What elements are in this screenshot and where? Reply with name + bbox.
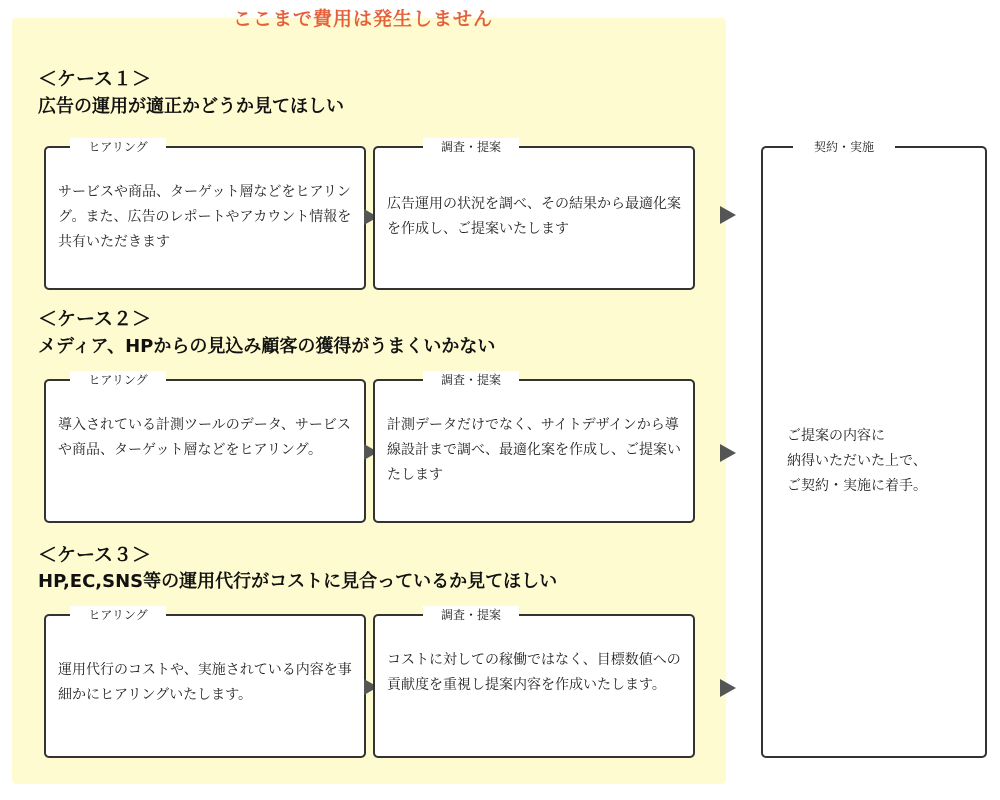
case-1-arrow-2 <box>720 206 736 224</box>
case-2-tag: ＜ケース２＞ <box>38 308 152 330</box>
case-3-arrow-2 <box>720 679 736 697</box>
case-3-research-box <box>373 608 695 758</box>
no-cost-note: ここまで費用は発生しません <box>232 8 493 30</box>
case-3-hearing-text: 運用代行のコストや、実施されている内容を事細かにヒアリングいたします。 <box>58 662 352 703</box>
case-1-tag: ＜ケース１＞ <box>38 68 152 90</box>
contract-label: 契約・実施 <box>793 138 895 156</box>
contract-box <box>761 140 987 758</box>
case-2-research-box <box>373 373 695 523</box>
case-3-research-text: コストに対しての稼働ではなく、目標数値への貢献度を重視し提案内容を作成いたします。 <box>387 652 681 693</box>
case-2-arrow-2 <box>720 444 736 462</box>
case-3-title: HP,EC,SNS等の運用代行がコストに見合っているか見てほしい <box>38 571 558 592</box>
case-2-research-text: 計測データだけでなく、サイトデザインから導線設計まで調べ、最適化案を作成し、ご提案いたします <box>387 417 681 483</box>
case-3-research-label: 調査・提案 <box>423 606 519 624</box>
contract-text: ご提案の内容に 納得いただいた上で、 ご契約・実施に着手。 <box>787 428 927 494</box>
case-2-hearing-text: 導入されている計測ツールのデータ、サービスや商品、ターゲット層などをヒアリング。 <box>58 417 351 458</box>
case-3-hearing-label: ヒアリング <box>70 606 166 624</box>
case-2-title: メディア、HPからの見込み顧客の獲得がうまくいかない <box>38 336 496 357</box>
case-3-tag: ＜ケース３＞ <box>38 544 152 566</box>
case-1-title: 広告の運用が適正かどうか見てほしい <box>38 96 344 117</box>
case-1-hearing-label: ヒアリング <box>70 138 166 156</box>
case-1-hearing-box <box>44 140 366 290</box>
case-1-hearing-text: サービスや商品、ターゲット層などをヒアリング。また、広告のレポートやアカウント情報を共有いただきます <box>58 184 352 250</box>
case-2-research-label: 調査・提案 <box>423 371 519 389</box>
case-1-research-box <box>373 140 695 290</box>
case-2-hearing-box <box>44 373 366 523</box>
case-1-research-label: 調査・提案 <box>423 138 519 156</box>
case-2-hearing-label: ヒアリング <box>70 371 166 389</box>
case-1-research-text: 広告運用の状況を調べ、その結果から最適化案を作成し、ご提案いたします <box>387 196 681 237</box>
case-3-hearing-box <box>44 608 366 758</box>
